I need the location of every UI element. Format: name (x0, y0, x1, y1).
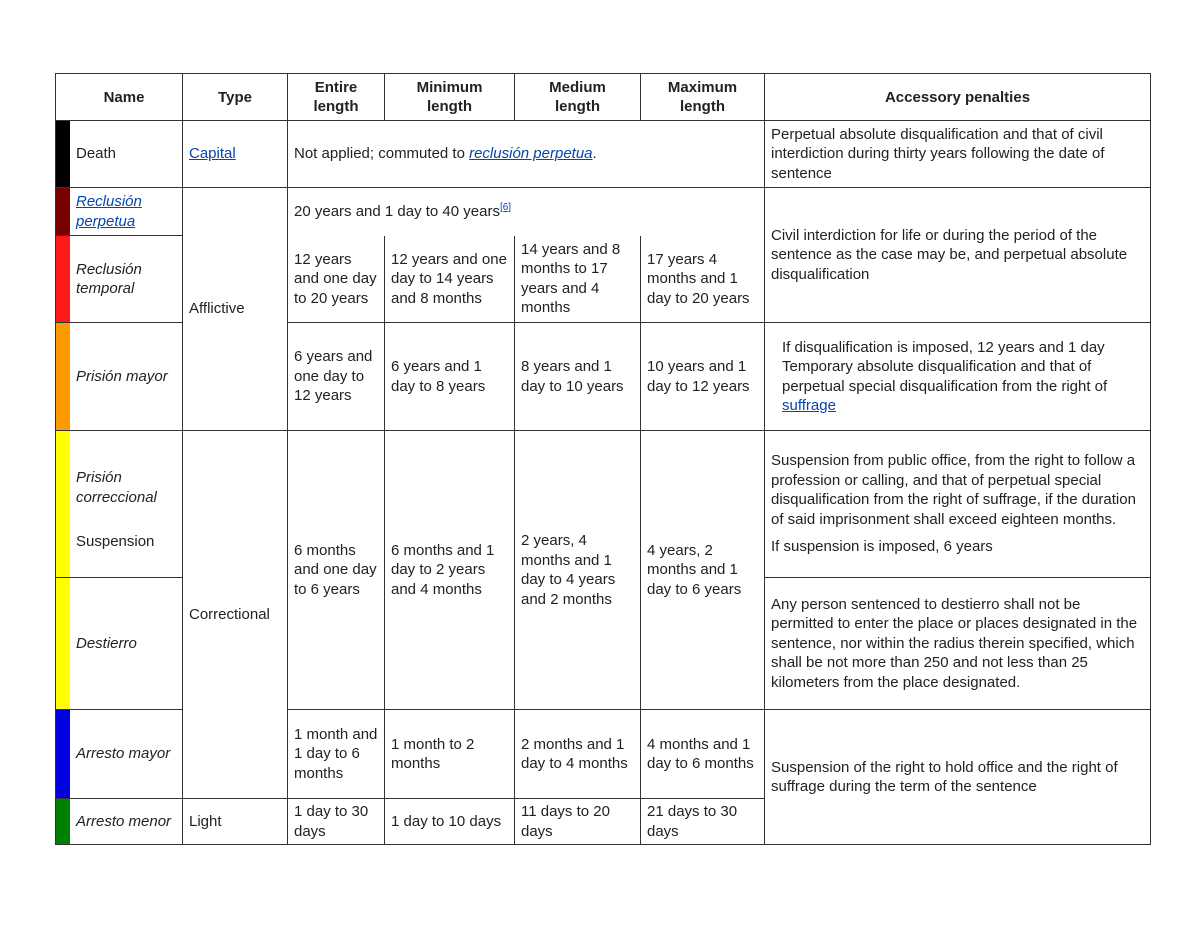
suffrage-link[interactable]: suffrage (782, 397, 836, 414)
name-prision-correccional-and-suspension (56, 431, 183, 578)
header-medium-line1: Medium (549, 79, 606, 96)
color-bar-arresto-menor (56, 799, 70, 844)
prision-mayor-maximum: 10 years and 1 day to 12 years (641, 323, 765, 431)
header-minimum-line1: Minimum (416, 79, 483, 96)
type-capital (183, 121, 288, 188)
color-bar-prision-mayor (56, 323, 70, 430)
name-arresto-mayor (56, 710, 183, 799)
type-afflictive: Afflictive (183, 188, 288, 431)
name-destierro-label: Destierro (76, 634, 137, 652)
correctional-medium: 2 years, 4 months and 1 day to 4 years and 2 months (515, 431, 641, 710)
arresto-mayor-entire: 1 month and 1 day to 6 months (288, 710, 385, 799)
name-death-label: Death (76, 145, 117, 163)
accessory-arresto: Suspension of the right to hold office and the right of suffrage during the term of the sentence (765, 710, 1151, 845)
header-medium-line2: length (555, 98, 600, 115)
name-prision-mayor-label: Prisión mayor (76, 367, 168, 385)
accessory-prision-correccional (765, 431, 1151, 578)
prision-mayor-minimum: 6 years and 1 day to 8 years (385, 323, 515, 431)
row-prision-correccional (56, 431, 1151, 578)
accessory-death: Perpetual absolute disqualification and that of civil interdiction during thirty years following the date of sentence (765, 121, 1151, 188)
color-bar-destierro (56, 578, 70, 709)
reclusion-perpetua-length-text: 20 years and 1 day to 40 years (294, 203, 500, 220)
arresto-mayor-medium: 2 months and 1 day to 4 months (515, 710, 641, 799)
accessory-suspension-text: If suspension is imposed, 6 years (771, 538, 993, 556)
row-death (56, 121, 1151, 188)
name-destierro (56, 578, 183, 710)
name-death (56, 121, 183, 188)
color-bar-arresto-mayor (56, 710, 70, 798)
name-suspension-label: Suspension (76, 533, 155, 551)
header-maximum-line1: Maximum (667, 79, 738, 96)
accessory-destierro: Any person sentenced to destierro shall not be permitted to enter the place or places designated in the sentence, nor within the radius therein specified, which shall be not more than 250 and not less than 25 kilometers from the place designated. (765, 578, 1151, 710)
reclusion-perpetua-length (288, 188, 765, 236)
death-note-suffix: . (592, 145, 597, 163)
header-entire-line2: length (313, 98, 359, 115)
reclusion-temporal-minimum: 12 years and one day to 14 years and 8 months (385, 236, 515, 323)
correctional-maximum: 4 years, 2 months and 1 day to 6 years (641, 431, 765, 710)
header-maximum-line2: length (680, 98, 725, 115)
type-light: Light (183, 799, 288, 845)
reclusion-perpetua-link[interactable]: reclusión perpetua (469, 145, 593, 163)
capital-link[interactable]: Capital (189, 145, 236, 163)
correctional-entire: 6 months and one day to 6 years (288, 431, 385, 710)
header-maximum-length (641, 74, 765, 121)
header-accessory-penalties: Accessory penalties (765, 74, 1151, 121)
type-correctional: Correctional (183, 431, 288, 799)
reclusion-temporal-medium: 14 years and 8 months to 17 years and 4 months (515, 236, 641, 323)
arresto-menor-maximum: 21 days to 30 days (641, 799, 765, 845)
death-lengths-note (288, 121, 765, 188)
arresto-menor-medium: 11 days to 20 days (515, 799, 641, 845)
accessory-prision-correccional-text: Suspension from public office, from the right to follow a profession or calling, and that of perpetual special disqualification from the right of suffrage, if the duration of said imprisonment shall exceed eighteen months. (771, 452, 1136, 528)
name-arresto-mayor-label: Arresto mayor (76, 745, 171, 763)
name-arresto-menor-label: Arresto menor (76, 812, 172, 830)
name-prision-mayor (56, 323, 183, 431)
arresto-menor-minimum: 1 day to 10 days (385, 799, 515, 845)
arresto-mayor-maximum: 4 months and 1 day to 6 months (641, 710, 765, 799)
reclusion-temporal-entire: 12 years and one day to 20 years (288, 236, 385, 323)
accessory-prision-mayor-text: If disqualification is imposed, 12 years and 1 day Temporary absolute disqualification and that of perpetual special disqualification from the right of (782, 338, 1108, 395)
arresto-mayor-minimum: 1 month to 2 months (385, 710, 515, 799)
prision-mayor-medium: 8 years and 1 day to 10 years (515, 323, 641, 431)
death-note-prefix: Not applied; commuted to (294, 145, 470, 163)
color-bar-reclusion-perpetua (56, 188, 70, 235)
header-minimum-line2: length (427, 98, 472, 115)
header-row (56, 74, 1151, 121)
name-prision-correccional-label: Prisión correccional (76, 469, 157, 506)
penalties-table (55, 73, 1151, 845)
color-bar-death (56, 121, 70, 187)
color-bar-reclusion-temporal (56, 236, 70, 322)
row-reclusion-perpetua (56, 188, 1151, 236)
name-reclusion-temporal-label: Reclusión temporal (76, 260, 142, 297)
arresto-menor-entire: 1 day to 30 days (288, 799, 385, 845)
reference-6-link[interactable]: [6] (499, 202, 512, 213)
name-reclusion-perpetua (56, 188, 183, 236)
reclusion-perpetua-name-link[interactable]: Reclusión perpetua (76, 193, 142, 230)
accessory-prision-mayor (765, 323, 1151, 431)
color-bar-prision-correccional (56, 431, 70, 577)
header-medium-length (515, 74, 641, 121)
header-type: Type (183, 74, 288, 121)
accessory-reclusion: Civil interdiction for life or during the period of the sentence as the case may be, and perpetual absolute disqualification (765, 188, 1151, 323)
name-arresto-menor (56, 799, 183, 845)
header-entire-line1: Entire (314, 79, 358, 96)
correctional-minimum: 6 months and 1 day to 2 years and 4 months (385, 431, 515, 710)
header-minimum-length (385, 74, 515, 121)
header-entire-length (288, 74, 385, 121)
header-name: Name (56, 74, 183, 121)
reclusion-temporal-maximum: 17 years 4 months and 1 day to 20 years (641, 236, 765, 323)
name-reclusion-temporal (56, 236, 183, 323)
prision-mayor-entire: 6 years and one day to 12 years (288, 323, 385, 431)
